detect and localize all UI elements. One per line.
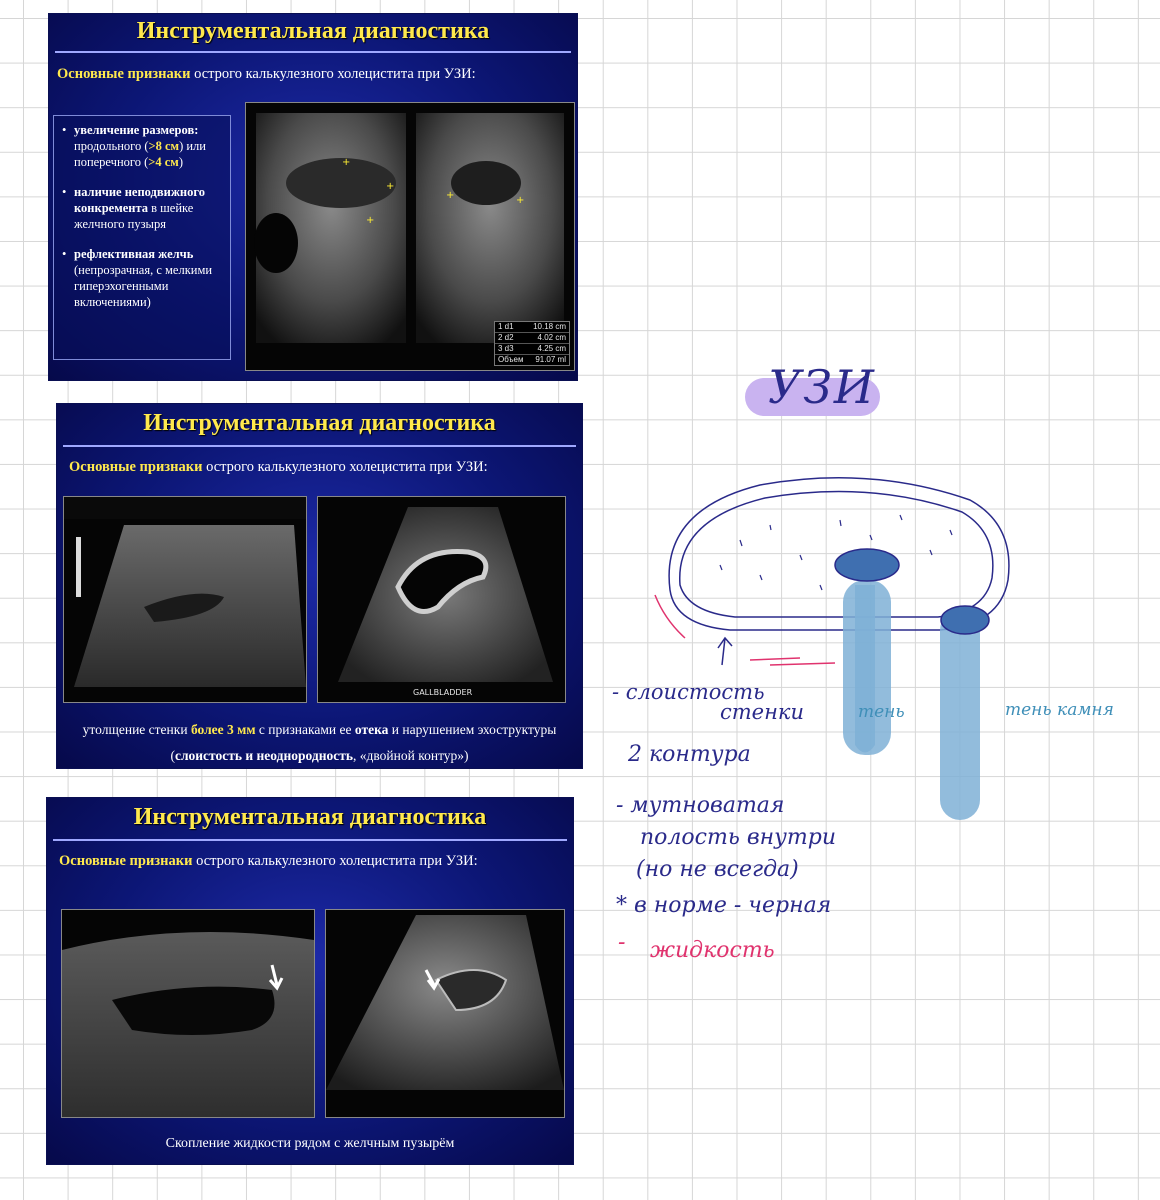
ultrasound-image-left: [63, 496, 307, 703]
ultrasound-image-right: [325, 909, 565, 1118]
measurement-table: 1 d1 10.18 cm 2 d2 4.02 cm 3 d3 4.25 cm Объем 91.07 ml: [494, 321, 570, 366]
slide-3: [46, 797, 574, 1165]
gallbladder-label: GALLBLADDER: [413, 688, 473, 697]
bullet-bile: • рефлективная желчь (непрозрачная, с мелкими гиперэхогенными включениями): [62, 246, 222, 310]
note-zhidkost-dash: -: [618, 930, 626, 955]
note-ne-vsegda: (но не всегда): [636, 857, 799, 882]
svg-text:+: +: [386, 181, 395, 192]
ultrasound-image-dual: [245, 102, 575, 371]
title-rule: [63, 445, 576, 447]
note-sloistost: - слоистость: [612, 680, 765, 704]
slide-title: Инструментальная диагностика: [136, 18, 490, 44]
slide-1: [48, 13, 578, 381]
criteria-box: [53, 115, 231, 360]
svg-text:+: +: [516, 195, 525, 206]
slide-caption-line1: утолщение стенки более 3 мм с признаками ее отека и нарушением эхоструктуры: [82, 722, 557, 737]
note-polost: полость внутри: [640, 825, 836, 850]
slide-title: Инструментальная диагностика: [143, 410, 496, 436]
slide-title: Инструментальная диагностика: [133, 804, 487, 830]
slide-caption-line2: (слоистость и неоднородность, «двойной контур»): [170, 748, 469, 763]
note-zhidkost: жидкость: [650, 938, 775, 963]
note-ten: тень: [858, 702, 905, 722]
slide-2: [56, 403, 583, 769]
title-rule: [55, 51, 571, 53]
ultrasound-image-left: [61, 909, 315, 1118]
note-stenki: стенки: [720, 700, 804, 724]
slide-caption: Скопление жидкости рядом с желчным пузырём: [165, 1136, 455, 1151]
note-mutnovataya: - мутноватая: [616, 793, 785, 818]
note-ten-kamnya: тень камня: [1005, 700, 1114, 720]
note-two-contours: 2 контура: [628, 742, 751, 767]
bullet-stone: • наличие неподвижного конкремента в шейке желчного пузыря: [62, 184, 222, 232]
note-v-norme: * в норме - черная: [616, 893, 832, 918]
svg-text:+: +: [366, 215, 375, 226]
slide-subtitle: Основные признаки острого калькулезного холецистита при УЗИ:: [57, 66, 476, 82]
slide-subtitle: Основные признаки острого калькулезного холецистита при УЗИ:: [59, 853, 478, 869]
bullet-size: • увеличение размеров: продольного (>8 см) или поперечного (>4 см): [62, 122, 222, 170]
notes-heading: УЗИ: [768, 360, 877, 414]
ultrasound-image-right: [317, 496, 566, 703]
slide-subtitle: Основные признаки острого калькулезного холецистита при УЗИ:: [69, 459, 488, 475]
title-rule: [53, 839, 567, 841]
svg-text:+: +: [446, 190, 455, 201]
svg-text:+: +: [342, 157, 351, 168]
